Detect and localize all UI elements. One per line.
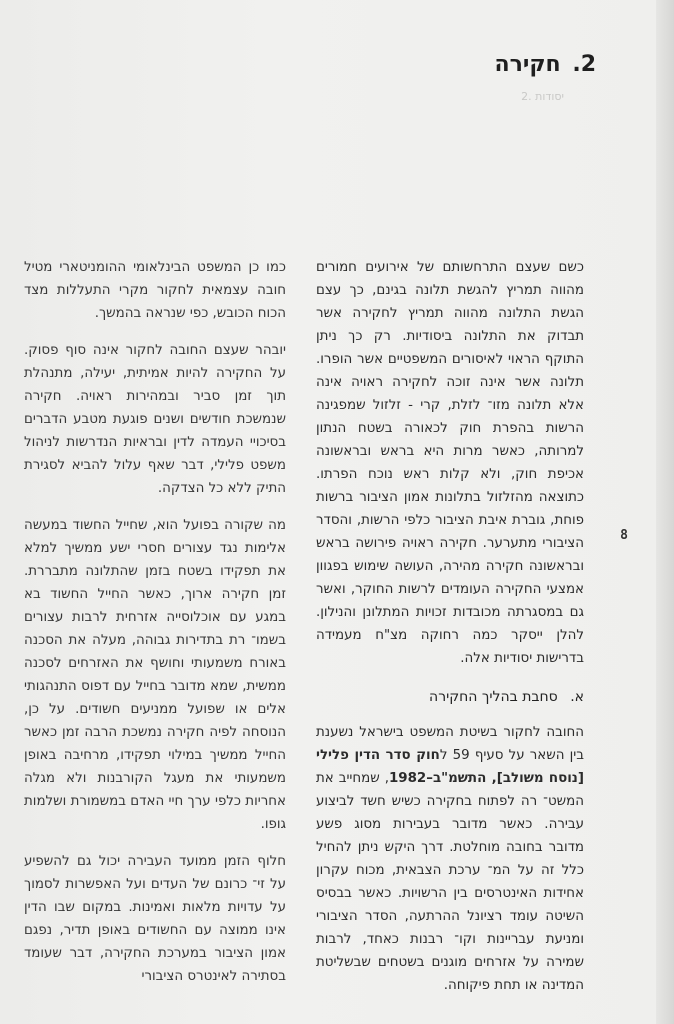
right-text-column: [316, 256, 584, 1013]
paragraph-text: החובה לחקור בשיטת המשפט בישראל נשענת בין השאר על סעיף 59 ל: [316, 725, 585, 763]
chapter-number: 2.: [572, 52, 596, 77]
page-edge: [656, 0, 674, 1024]
section-subheading: [316, 686, 584, 709]
paragraph: כמו כן המשפט הבינלאומי ההומניטארי מטיל חובה עצמאית לחקור מקרי התעללות מצד הכוח הכובש, כפי שנראה בהמשך.: [24, 260, 286, 321]
subheading-text: סחבת בהליך החקירה: [429, 689, 558, 705]
subheading-letter: א.: [570, 689, 584, 705]
paragraph: כשם שעצם התרחשותם של אירועים חמורים מהווה תמריץ להגשת תלונה בגינם, כך עצם הגשת התלונה מהווה תמריץ לחקירה אשר תבדוק את התלונה ביסודיות. רק כך ניתן התוקף הראוי לאיסורים המשפטיים אשר הופרו. תלונה אשר אינה זוכה לחקירה ראויה אינה אלא תלונה מזו־ לזלת, קרי - זלזול שמפגינה הרשות בהפרת חוק לכאורה בשטח הנתון למרותה, כאשר מרות היא בראש ובראשונה אכיפת חוק, ולא קלות ראש נוכח הפרתו. כתוצאה מהזלזול בתלונות אמון הציבור ברשות פוחת, גוברת איבת הציבור כלפי הרשות, והסדר הציבורי מתערער. חקירה ראויה פירושה בראש ובראשונה חקירה מהירה, העושה שימוש בפגוון אמצעי החקירה העומדים לרשות החוקר, ואשר גם במסגרתה מכובדות זכויות המתלונן והנילון. להלן ייסקר כמה רחוקה מצ"ח מעמידה בדרישות יסודיות אלה.: [316, 260, 584, 666]
chapter-heading: [495, 52, 597, 77]
left-text-column: [24, 256, 286, 1002]
paragraph: יובהר שעצם החובה לחקור אינה סוף פסוק. על החקירה להיות אמיתית, יעילה, מתנהלת תוך זמן סביר ובמהירות ראויה. חקירה שנמשכת חודשים ושנים פוגעת מטבע הדברים בסיכויי העמדה לדין ובראיות הנדרשות לניהול משפט פלילי, דבר שאף עלול להביא לסגירת התיק ללא כל הצדקה.: [24, 343, 286, 496]
paragraph: חלוף הזמן ממועד העבירה יכול גם להשפיע על זי־ כרונם של העדים ועל האפשרות לסמוך על עדויות מלאות ואמינות. במקום שבו הדין אינו ממוצה עם החשודים באופן תדיר, נפגם אמון הציבור במערכת החקירה, דבר שעומד בסתירה לאינטרס הציבורי: [24, 854, 286, 984]
show-through-text: יסודות .2: [521, 90, 564, 103]
chapter-title: חקירה: [494, 52, 561, 77]
paragraph: [316, 721, 584, 997]
law-citation: חוק סדר הדין פלילי [נוסח משולב], התשמ"ב–1982: [316, 748, 584, 786]
page-number: 8: [620, 528, 628, 543]
paragraph: מה שקורה בפועל הוא, שחייל החשוד במעשה אלימות נגד עצורים חסרי ישע ממשיך למלא את תפקידו בשטח בזמן שהתלונה מתבררת. זמן חקירה ארוך, כאשר החייל החשוד בא במגע עם אוכלוסייה אזרחית לרבות עצורים בשמו־ רת בתדירות גבוהה, מעלה את הסכנה באורח משמעותי וחושף את האזרחים לסכנה ממשית, שמא מדובר בחייל עם דפוס התנהגותי אלים או שפועל ממניעים חשודים. על כן, הנוסחה לפיה חקירה נמשכת הרבה זמן כאשר החייל ממשיך במילוי תפקידו, מרחיבה באופן משמעותי את מעגל הקורבנות ולא מגלה אחריות כלפי ערך חיי האדם במשמורת ושלמות גופו.: [24, 518, 286, 832]
paragraph-text: , שמחייב את המשט־ רה לפתוח בחקירה כשיש חשד לביצוע עבירה. כאשר מדובר בעבירות מסוג פשע מדובר בחובה מוחלטת. דרך היקש ניתן להחיל כלל זה על המ־ ערכת הצבאית, מכוח עקרון אחידות האינטרסים בין הרשויות. כאשר בבסיס השיטה עומד רציונל ההרתעה, הסדר הציבורי ומניעת עבריינות וקו־ רבנות כאחד, לרבות שמירה על אזרחים מוגנים בשטחים שבשליטת המדינה או תחת פיקוחה.: [316, 771, 584, 993]
